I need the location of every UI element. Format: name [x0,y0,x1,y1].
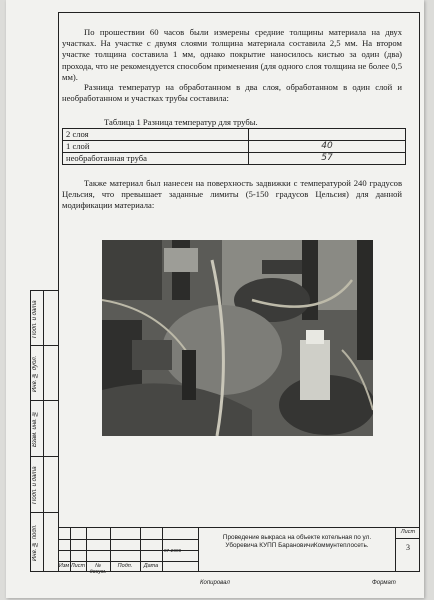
footer-copied: Копировал [200,580,230,586]
table-cell-label: необработанная труба [63,153,249,165]
side-strip [30,290,58,572]
stamp-header-change: Изм [58,563,70,569]
valve-photo-drawing [102,240,373,436]
table-row [63,129,406,141]
table-cell-label: 1 слой [63,141,249,153]
temperature-table [62,128,406,165]
side-label-orig-inv: Инв. № подл. [32,524,38,562]
table-cell-value: 40 [249,141,406,153]
sheet-label: Лист [400,529,416,535]
paragraph-temperature-diff: Разница температур на обработанном в два слоя, обработанном в один слой и необработанном и участках трубы составила: [62,82,402,104]
stamp-header-date: Дата [143,563,159,569]
title-block [58,527,420,575]
side-label-dup-inv: Инв. № дубл. [32,355,38,393]
side-label-replace-inv: Взам. инв. № [32,410,38,448]
valve-photo [102,240,373,436]
sheet-number: 3 [406,543,410,552]
footer-format: Формат [372,580,396,586]
table-row [63,153,406,165]
stamp-header-doc: № докум. [89,563,107,575]
paragraph-valve: Также материал был нанесен на поверхность задвижки с температурой 240 градусов Цельсия, что превышает заданные лимиты (5-150 градусов Цельсия) для данной модификации материала: [62,178,402,211]
side-label-sign-date-1: Подп. и дата [32,300,38,338]
table-row [63,141,406,153]
stamp-title: Проведение выкраса на объекте котельная по ул. Уборевича КУПП БарановичиКоммунтеплосеть. [222,534,372,549]
table-cell-value: 57 [249,153,406,165]
paragraph-thickness: По прошествии 60 часов были измерены средние толщины материала на двух участках. На участке с двумя слоями толщина материала составила 2,5 мм. На втором участке толщина составила 1 мм, однако покрытие наносилось кистью за один (два) прохода, что не рекомендуется способом применения (для одного слоя толщина не более 0,5 мм). [62,27,402,82]
side-label-sign-date-2: Подп. и дата [32,466,38,504]
table-cell-label: 2 слоя [63,129,249,141]
stamp-header-sign: Подп. [117,563,133,569]
stamp-date-value: 07.2009 [164,549,182,554]
table-caption: Таблица 1 Разница температур для трубы. [104,117,258,127]
table-cell-value [249,129,406,141]
stamp-header-sheet: Лист [70,563,86,569]
